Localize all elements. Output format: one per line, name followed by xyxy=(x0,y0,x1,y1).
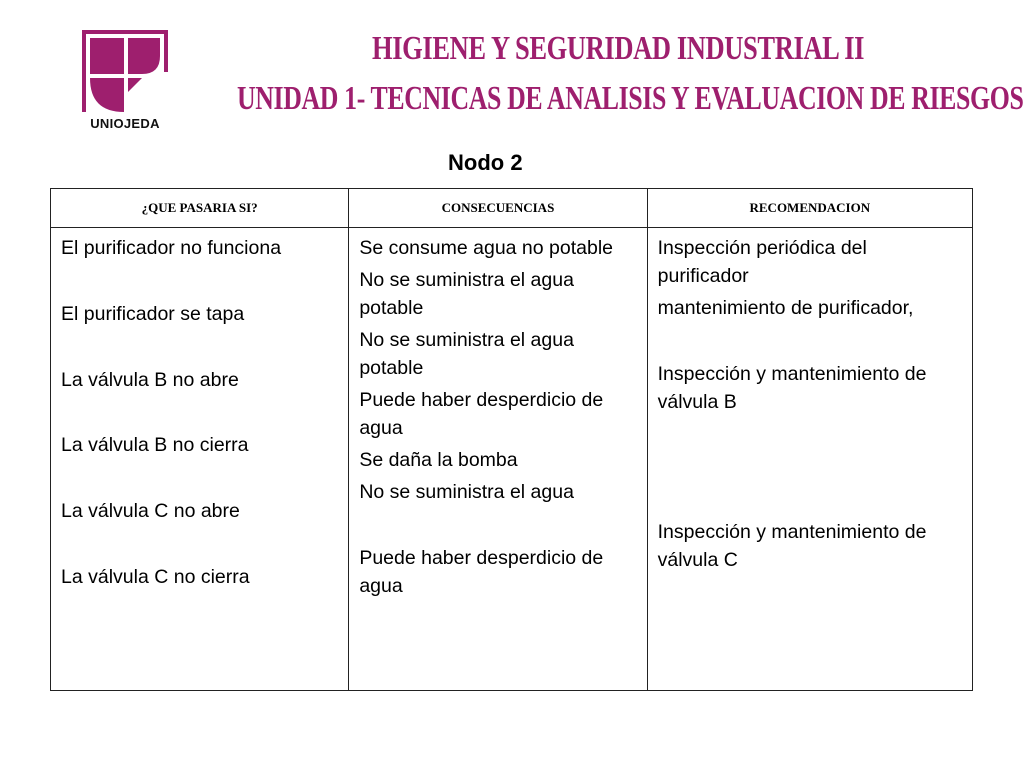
list-item: Inspección periódica del purificador xyxy=(657,237,867,287)
list-item: La válvula C no cierra xyxy=(61,566,250,588)
list-item: La válvula B no abre xyxy=(61,369,239,391)
list-item: Inspección y mantenimiento de válvula C xyxy=(657,521,927,571)
table-row xyxy=(51,228,973,691)
uniojeda-logo-mark xyxy=(80,28,170,116)
node-title: Nodo 2 xyxy=(448,150,523,175)
list-item: No se suministra el agua potable xyxy=(359,269,574,319)
list-item: Se daña la bomba xyxy=(359,449,518,471)
list-item: Inspección y mantenimiento de válvula B xyxy=(657,363,927,413)
header-recomendacion: RECOMENDACION xyxy=(647,189,972,228)
list-item: Se consume agua no potable xyxy=(359,237,614,259)
list-item: La válvula C no abre xyxy=(61,500,240,522)
list-item: Puede haber desperdicio de agua xyxy=(359,389,604,439)
cell-recomendacion xyxy=(647,228,972,691)
header-consecuencias: CONSECUENCIAS xyxy=(349,189,647,228)
course-title: HIGIENE Y SEGURIDAD INDUSTRIAL II xyxy=(372,30,865,67)
list-item: No se suministra el agua xyxy=(359,481,574,503)
list-item: El purificador se tapa xyxy=(61,303,245,325)
unit-title: UNIDAD 1- TECNICAS DE ANALISIS Y EVALUACION DE RIESGOS xyxy=(237,80,1024,117)
list-item: El purificador no funciona xyxy=(61,237,282,259)
list-item: La válvula B no cierra xyxy=(61,434,249,456)
list-item: No se suministra el agua potable xyxy=(359,329,574,379)
cell-consecuencias xyxy=(349,228,647,691)
cell-que-pasaria-si xyxy=(51,228,349,691)
logo-caption: UNIOJEDA xyxy=(90,116,160,131)
what-if-table xyxy=(50,188,973,691)
header-que-pasaria-si: ¿QUE PASARIA SI? xyxy=(51,189,349,228)
table-header-row xyxy=(51,189,973,228)
list-item: Puede haber desperdicio de agua xyxy=(359,547,604,597)
uniojeda-logo xyxy=(80,28,170,136)
list-item: mantenimiento de purificador, xyxy=(657,297,914,319)
